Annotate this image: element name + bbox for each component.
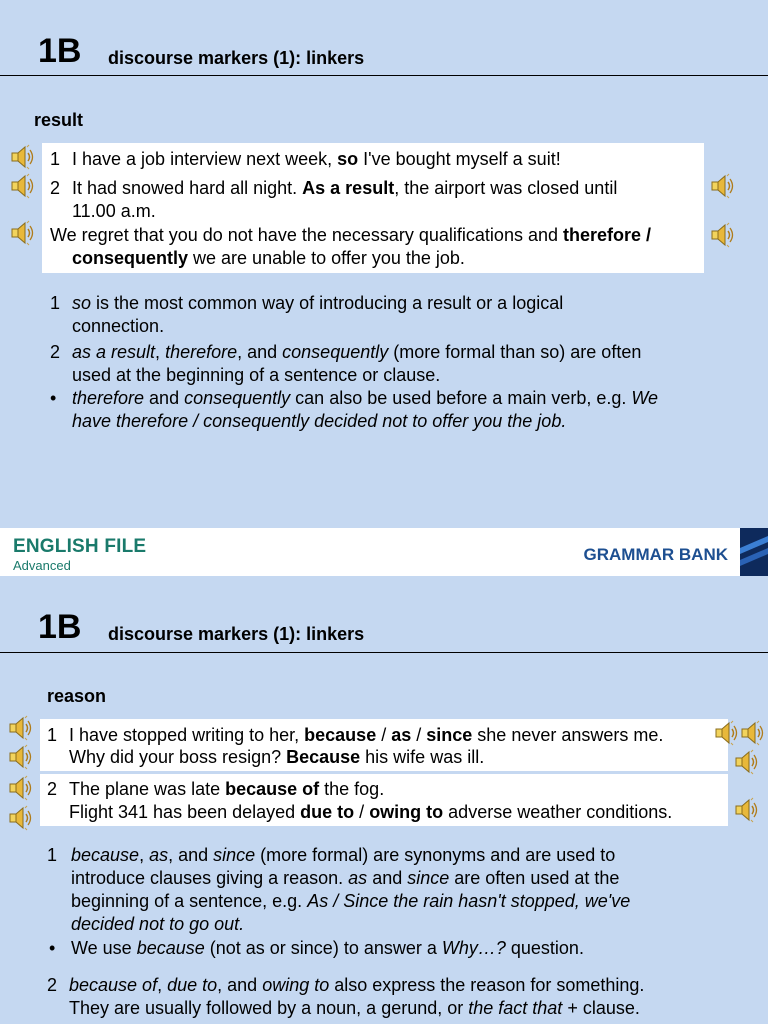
note-text: used at the beginning of a sentence or clause. [72,365,441,385]
note-text: so is the most common way of introducing a result or a logical [72,293,564,313]
note-text: connection. [72,316,165,336]
audio-speaker-icon[interactable] [710,221,736,249]
note-marker: 2 [50,342,61,362]
note-text: have therefore / consequently decided not to offer you the job. [72,411,567,431]
example-sentence: The plane was late because of the fog. [69,779,385,799]
audio-speaker-icon[interactable] [734,796,760,824]
example-number: 1 [47,725,58,745]
brand-logo: ENGLISH FILE [13,536,147,557]
note-marker: • [50,388,57,408]
title-divider [0,75,768,76]
footer-banner [0,528,768,576]
example-sentence-cont: 11.00 a.m. [72,201,156,221]
note-text: because, as, and since (more formal) are synonyms and are used to [71,845,616,865]
note-text: They are usually followed by a noun, a gerund, or the fact that + clause. [69,998,640,1018]
example-sentence: Flight 341 has been delayed due to / owing to adverse weather conditions. [69,802,673,822]
audio-speaker-icon[interactable] [8,804,34,832]
slide-title: discourse markers (1): linkers [108,48,365,68]
audio-speaker-icon[interactable] [8,714,34,742]
note-marker: 1 [47,845,58,865]
unit-number: 1B [38,32,82,70]
example-sentence: I have a job interview next week, so I've bought myself a suit! [72,149,561,169]
note-text: therefore and consequently can also be used before a main verb, e.g. We [72,388,659,408]
section-heading: reason [47,686,107,706]
note-marker: 1 [50,293,61,313]
example-number: 2 [47,779,58,799]
example-sentence: I have stopped writing to her, because / as / since she never answers me. [69,725,664,745]
level-label: Advanced [13,558,71,573]
note-marker: 2 [47,975,58,995]
note-text: beginning of a sentence, e.g. As / Since the rain hasn't stopped, we've [71,891,631,911]
note-text: We use because (not as or since) to answer a Why…? question. [71,938,584,958]
audio-speaker-icon[interactable] [714,719,740,747]
audio-speaker-icon[interactable] [10,172,36,200]
note-text: as a result, therefore, and consequently (more formal than so) are often [72,342,642,362]
slide-reason [0,576,768,1024]
audio-speaker-icon[interactable] [10,219,36,247]
note-text: decided not to go out. [71,914,245,934]
example-sentence: It had snowed hard all night. As a result, the airport was closed until [72,178,618,198]
note-text: introduce clauses giving a reason. as and since are often used at the [71,868,620,888]
audio-speaker-icon[interactable] [734,748,760,776]
example-sentence: We regret that you do not have the necessary qualifications and therefore / [50,225,652,245]
example-number: 1 [50,149,61,169]
section-heading: result [34,110,84,130]
note-marker: • [49,938,56,958]
audio-speaker-icon[interactable] [10,143,36,171]
example-sentence-cont: consequently we are unable to offer you the job. [72,248,465,268]
example-sentence: Why did your boss resign? Because his wife was ill. [69,747,485,767]
audio-speaker-icon[interactable] [710,172,736,200]
audio-speaker-icon[interactable] [740,719,766,747]
audio-speaker-icon[interactable] [8,743,34,771]
grammar-bank-label: GRAMMAR BANK [583,545,728,564]
note-text: because of, due to, and owing to also express the reason for something. [69,975,645,995]
unit-number: 1B [38,608,82,646]
title-divider [0,652,768,653]
brand-stripe-icon [740,528,768,576]
slide-title: discourse markers (1): linkers [108,624,365,644]
example-number: 2 [50,178,61,198]
audio-speaker-icon[interactable] [8,774,34,802]
